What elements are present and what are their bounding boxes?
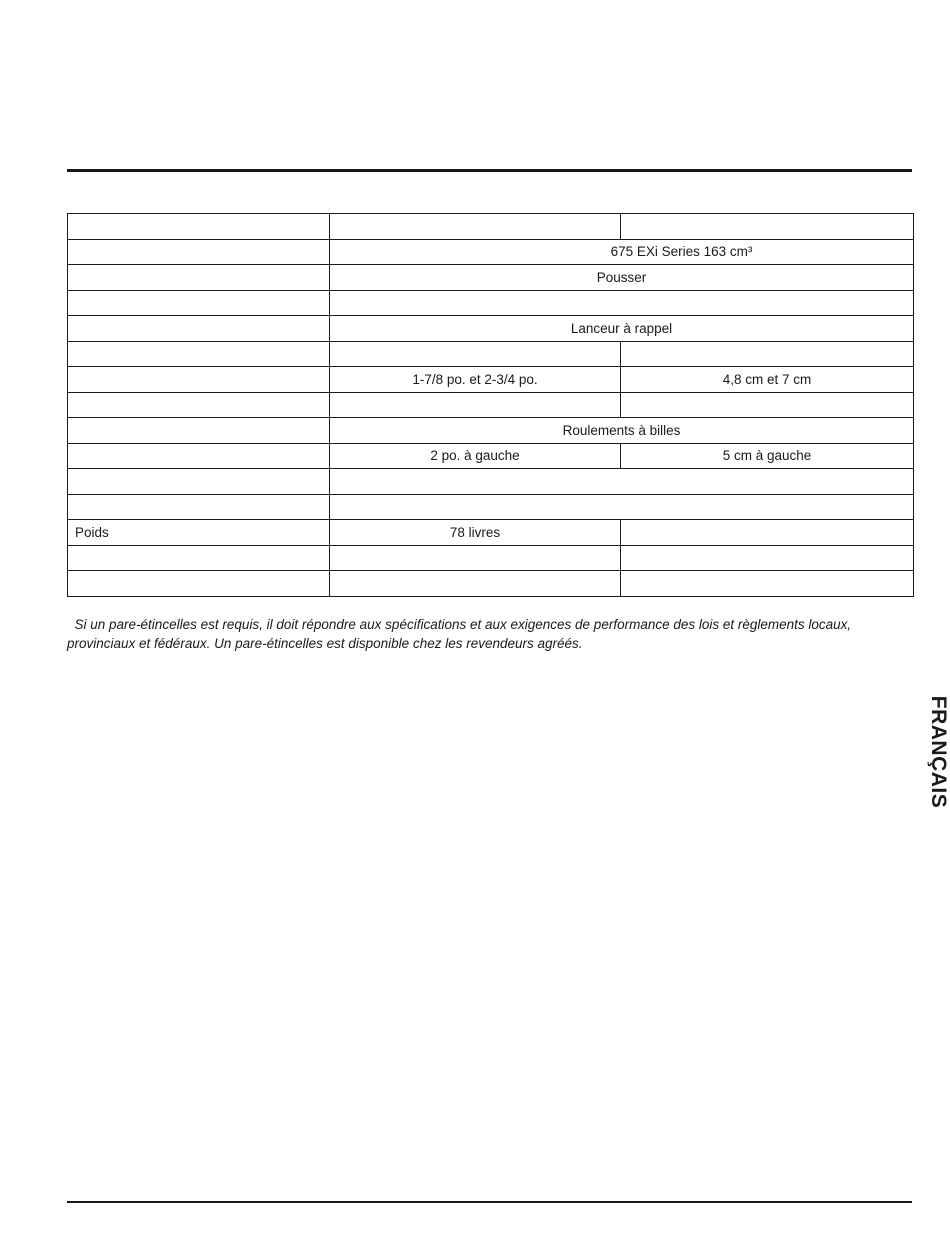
spec-value-metric	[621, 341, 914, 367]
spec-value-imperial	[330, 545, 621, 571]
specifications-table	[67, 213, 914, 597]
table-row	[68, 545, 914, 571]
table-row	[68, 265, 914, 291]
spec-label	[68, 469, 330, 495]
spec-value-bearings: Roulements à billes	[330, 418, 914, 444]
spec-value-imperial	[330, 392, 621, 418]
spec-label	[68, 418, 330, 444]
spec-value-metric	[621, 545, 914, 571]
spec-label	[68, 341, 330, 367]
spec-label	[68, 316, 330, 342]
spec-value-metric	[621, 392, 914, 418]
spec-value-imperial	[330, 341, 621, 367]
spec-value-metric	[621, 571, 914, 597]
language-side-tab: FRANÇAIS	[927, 695, 950, 809]
table-row	[68, 392, 914, 418]
table-row	[68, 571, 914, 597]
spec-value	[330, 494, 914, 520]
spec-value-drive: Pousser	[330, 265, 914, 291]
spec-label	[68, 392, 330, 418]
spec-value	[330, 469, 914, 495]
table-row	[68, 214, 914, 240]
footer-rule	[67, 1201, 912, 1203]
table-row	[68, 418, 914, 444]
table-row	[68, 469, 914, 495]
spec-label	[68, 214, 330, 240]
spec-value-imperial	[330, 214, 621, 240]
spec-label-weight: Poids	[68, 520, 330, 546]
table-row	[68, 494, 914, 520]
table-row	[68, 316, 914, 342]
spec-value-weight-metric	[621, 520, 914, 546]
spec-value-weight-imperial: 78 livres	[330, 520, 621, 546]
table-row	[68, 341, 914, 367]
spark-arrester-footnote	[67, 616, 912, 653]
spec-label	[68, 571, 330, 597]
header-rule	[67, 169, 912, 172]
spec-value-metric	[621, 214, 914, 240]
spec-label	[68, 290, 330, 316]
spec-label	[68, 443, 330, 469]
table-row	[68, 367, 914, 393]
spec-value	[330, 290, 914, 316]
spec-label	[68, 367, 330, 393]
table-row	[68, 290, 914, 316]
spec-label	[68, 265, 330, 291]
table-row	[68, 520, 914, 546]
table-row	[68, 239, 914, 265]
spec-value-metric: 5 cm à gauche	[621, 443, 914, 469]
footnote-text: Si un pare-étincelles est requis, il doit répondre aux spécifications et aux exigences de performance des lois et règlements locaux, provinciaux et fédéraux. Un pare-étincelles est disponible chez les revendeurs agréés.	[67, 617, 852, 651]
spec-value-imperial: 1-7/8 po. et 2-3/4 po.	[330, 367, 621, 393]
spec-label	[68, 239, 330, 265]
spec-label	[68, 494, 330, 520]
spec-label	[68, 545, 330, 571]
table-row	[68, 443, 914, 469]
spec-value-imperial: 2 po. à gauche	[330, 443, 621, 469]
spec-value-metric: 4,8 cm et 7 cm	[621, 367, 914, 393]
spec-value-starter: Lanceur à rappel	[330, 316, 914, 342]
spec-value-imperial	[330, 571, 621, 597]
spec-value-engine: 675 EXi Series 163 cm³	[330, 239, 914, 265]
